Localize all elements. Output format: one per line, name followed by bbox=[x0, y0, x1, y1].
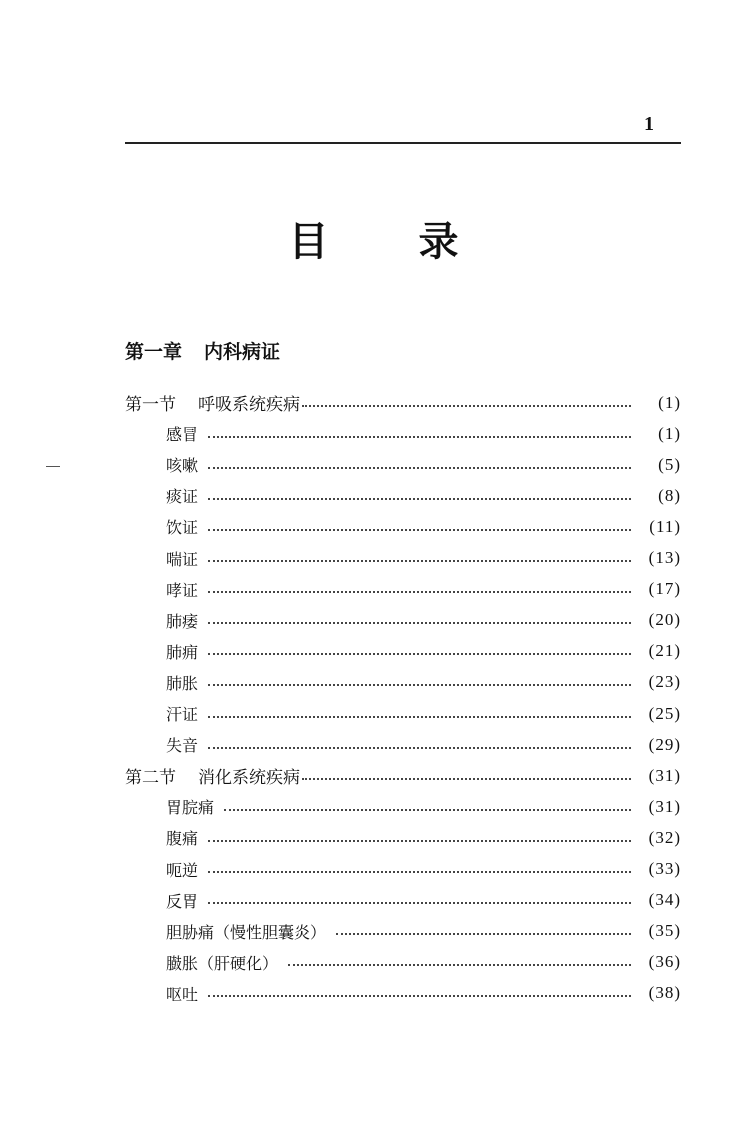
page-title: 目 录 bbox=[288, 219, 497, 265]
toc-item-title: 汗证 bbox=[166, 705, 199, 724]
toc-item-title: 喘证 bbox=[166, 549, 199, 569]
toc-item-row bbox=[0, 418, 747, 449]
dot-leader bbox=[208, 995, 631, 997]
dot-leader bbox=[208, 653, 631, 655]
toc-page-number: (23) bbox=[648, 672, 681, 692]
dot-leader bbox=[208, 840, 631, 842]
toc-page-number: (8) bbox=[658, 485, 681, 505]
dot-leader bbox=[302, 778, 631, 780]
dot-leader bbox=[208, 498, 631, 500]
toc-item-title: 臌胀（肝硬化） bbox=[166, 953, 279, 973]
toc-item-title: 失音 bbox=[166, 736, 199, 756]
toc-section-title: 消化系统疾病 bbox=[198, 768, 300, 789]
toc-page-number: (34) bbox=[648, 890, 681, 910]
toc-item-title: 呕吐 bbox=[166, 984, 199, 1004]
toc-item-title: 哮证 bbox=[166, 580, 199, 600]
toc-item-row bbox=[0, 822, 747, 853]
toc-section-row bbox=[0, 387, 747, 418]
toc-item-row bbox=[0, 791, 747, 822]
toc-item-row bbox=[0, 574, 747, 605]
toc-item-row bbox=[0, 511, 747, 542]
toc-section-label bbox=[0, 763, 300, 788]
toc-item-title: 呃逆 bbox=[166, 860, 199, 880]
page-number: 1 bbox=[644, 113, 654, 135]
dot-leader bbox=[224, 809, 631, 811]
toc-page-number: (1) bbox=[658, 392, 681, 412]
toc-page-number: (35) bbox=[648, 921, 681, 941]
dot-leader bbox=[208, 684, 631, 686]
dot-leader bbox=[336, 933, 631, 935]
chapter-heading bbox=[125, 337, 280, 364]
toc-item-row bbox=[0, 698, 747, 729]
toc-item-title: 饮证 bbox=[166, 518, 199, 538]
toc-item-row bbox=[0, 885, 747, 916]
chapter-number: 第一章 bbox=[125, 341, 183, 363]
toc-section-number: 第一节 bbox=[125, 395, 176, 415]
toc-item-title: 感冒 bbox=[166, 425, 199, 445]
toc-item-row bbox=[0, 916, 747, 947]
toc-item-title: 痰证 bbox=[166, 487, 199, 507]
toc-page-number: (29) bbox=[648, 734, 681, 754]
toc-page-number: (25) bbox=[648, 703, 681, 723]
toc-item-title: 腹痛 bbox=[166, 829, 199, 849]
toc-section-number: 第二节 bbox=[125, 768, 176, 789]
toc-item-title: 咳嗽 bbox=[166, 456, 199, 476]
toc-page-number: (33) bbox=[648, 859, 681, 878]
toc-item-row bbox=[0, 729, 747, 760]
dot-leader bbox=[208, 467, 631, 469]
dot-leader bbox=[208, 560, 631, 562]
toc-item-title: 肺痈 bbox=[166, 642, 199, 662]
toc-page-number: (20) bbox=[648, 610, 681, 630]
toc-page-number: (36) bbox=[648, 952, 681, 972]
chapter-title: 内科病证 bbox=[204, 341, 281, 363]
toc-item-row bbox=[0, 947, 747, 978]
dot-leader bbox=[208, 436, 631, 438]
dot-leader bbox=[208, 529, 631, 531]
toc-page-number: (32) bbox=[648, 827, 681, 847]
toc-item-row bbox=[0, 978, 747, 1009]
toc-page-number: (13) bbox=[648, 548, 681, 567]
toc-item-title: 反胃 bbox=[166, 891, 199, 911]
header-rule bbox=[125, 142, 681, 144]
toc-item-title: 肺胀 bbox=[166, 673, 199, 693]
dot-leader bbox=[208, 622, 631, 624]
toc-item-row bbox=[0, 543, 747, 574]
toc-page-number: (38) bbox=[648, 983, 681, 1003]
toc-item-title: 肺痿 bbox=[166, 611, 199, 631]
toc-section-row bbox=[0, 760, 747, 791]
toc-page-number: (31) bbox=[648, 765, 681, 785]
toc-section-label bbox=[0, 390, 300, 415]
toc-item-title: 胆胁痛（慢性胆囊炎） bbox=[166, 922, 327, 942]
toc-item-row bbox=[0, 667, 747, 698]
dot-leader bbox=[208, 747, 631, 749]
toc-item-row bbox=[0, 854, 747, 885]
dot-leader bbox=[208, 871, 631, 873]
toc-page-number: (5) bbox=[658, 454, 681, 474]
toc-item-row bbox=[0, 605, 747, 636]
toc-page-number: (21) bbox=[648, 641, 681, 661]
toc-item-title: 胃脘痛 bbox=[166, 798, 215, 818]
toc-item-row bbox=[0, 636, 747, 667]
toc-item-row bbox=[0, 449, 747, 480]
dot-leader bbox=[302, 405, 631, 407]
toc-page-number: (1) bbox=[658, 423, 681, 443]
toc-page-number: (31) bbox=[648, 796, 681, 816]
dot-leader bbox=[288, 964, 631, 966]
dot-leader bbox=[208, 902, 631, 904]
toc-page-number: (17) bbox=[648, 579, 681, 599]
dot-leader bbox=[208, 591, 631, 593]
toc-section-title: 呼吸系统疾病 bbox=[198, 395, 300, 415]
dot-leader bbox=[208, 716, 631, 718]
toc-page-number: (11) bbox=[649, 516, 681, 536]
toc-item-row bbox=[0, 480, 747, 511]
